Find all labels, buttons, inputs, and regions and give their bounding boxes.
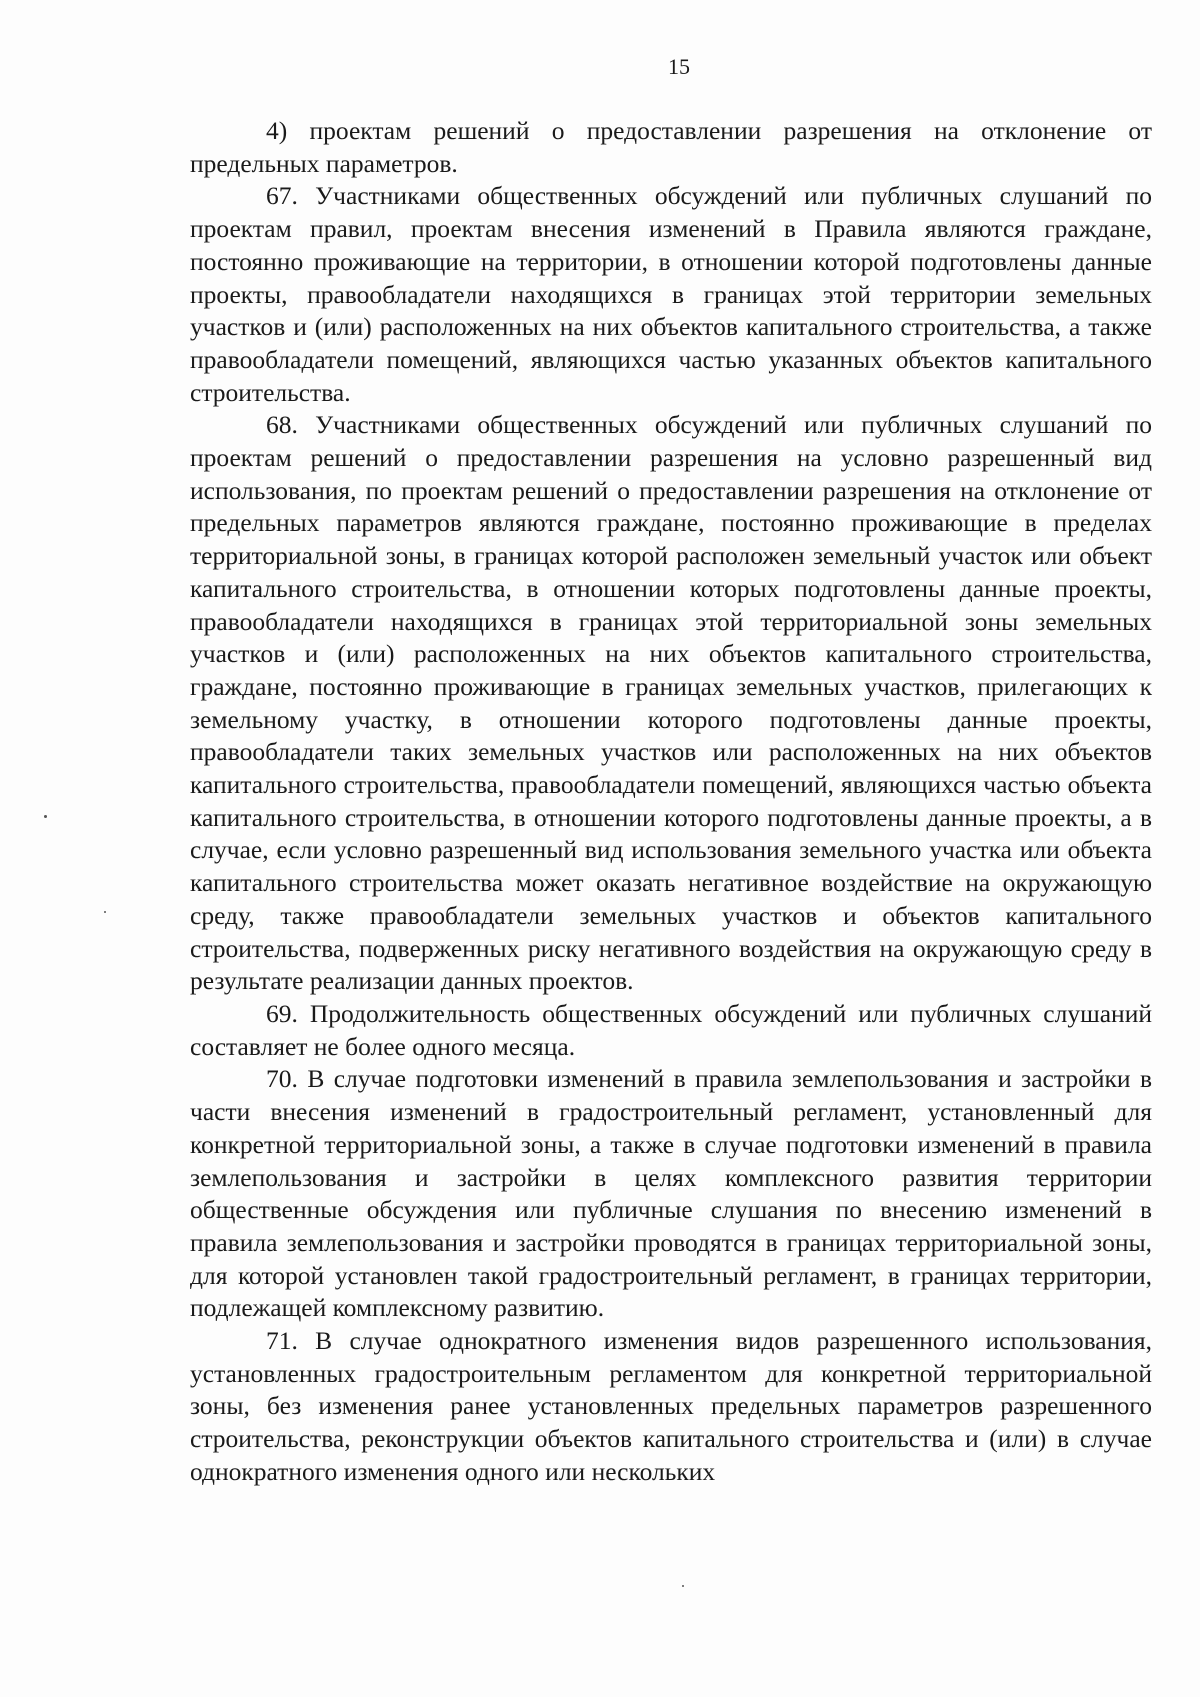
paragraph-67: 67. Участниками общественных обсуждений или публичных слушаний по проектам правил, проектам внесения изменений в Правила являются граждане, постоянно проживающие на территории, в отношении которой подготовлены данные проекты, правообладатели находящихся в границах этой территории земельных участков и (или) расположенных на них объектов капитального строительства, а также правообладатели помещений, являющихся частью указанных объектов капитального строительства. bbox=[190, 181, 1152, 407]
scan-speck bbox=[44, 815, 47, 818]
paragraph-item-4: 4) проектам решений о предоставлении разрешения на отклонение от предельных параметров. bbox=[190, 116, 1152, 178]
scan-speck bbox=[682, 1585, 684, 1587]
document-body bbox=[190, 115, 1152, 1489]
paragraph-68: 68. Участниками общественных обсуждений или публичных слушаний по проектам решений о предоставлении разрешения на условно разрешенный вид использования, по проектам решений о предоставлении разрешения на отклонение от предельных параметров являются граждане, постоянно проживающие в пределах территориальной зоны, в границах которой расположен земельный участок или объект капитального строительства, в отношении которых подготовлены данные проекты, правообладатели находящихся в границах этой территориальной зоны земельных участков и (или) расположенных на них объектов капитального строительства, граждане, постоянно проживающие в границах земельных участков, прилегающих к земельному участку, в отношении которого подготовлены данные проекты, правообладатели таких земельных участков или расположенных на них объектов капитального строительства, правообладатели помещений, являющихся частью объекта капитального строительства, в отношении которого подготовлены данные проекты, а в случае, если условно разрешенный вид использования земельного участка или объекта капитального строительства может оказать негативное воздействие на окружающую среду, также правообладатели земельных участков и объектов капитального строительства, подверженных риску негативного воздействия на окружающую среду в результате реализации данных проектов. bbox=[190, 410, 1152, 996]
paragraph-71: 71. В случае однократного изменения видов разрешенного использования, установленных градостроительным регламентом для конкретной территориальной зоны, без изменения ранее установленных предельных параметров разрешенного строительства, реконструкции объектов капитального строительства и (или) в случае однократного изменения одного или нескольких bbox=[190, 1326, 1152, 1486]
page-number: 15 bbox=[668, 54, 690, 79]
paragraph-69: 69. Продолжительность общественных обсуждений или публичных слушаний составляет не более одного месяца. bbox=[190, 998, 1152, 1061]
paragraph-70: 70. В случае подготовки изменений в правила землепользования и застройки в части внесения изменений в градостроительный регламент, установленный для конкретной территориальной зоны, а также в случае подготовки изменений в правила землепользования и застройки в целях комплексного развития территории общественные обсуждения или публичные слушания по внесению изменений в правила землепользования и застройки проводятся в границах территориальной зоны, для которой установлен такой градостроительный регламент, в границах территории, подлежащей комплексному развитию. bbox=[190, 1064, 1152, 1323]
scan-speck bbox=[104, 911, 106, 913]
